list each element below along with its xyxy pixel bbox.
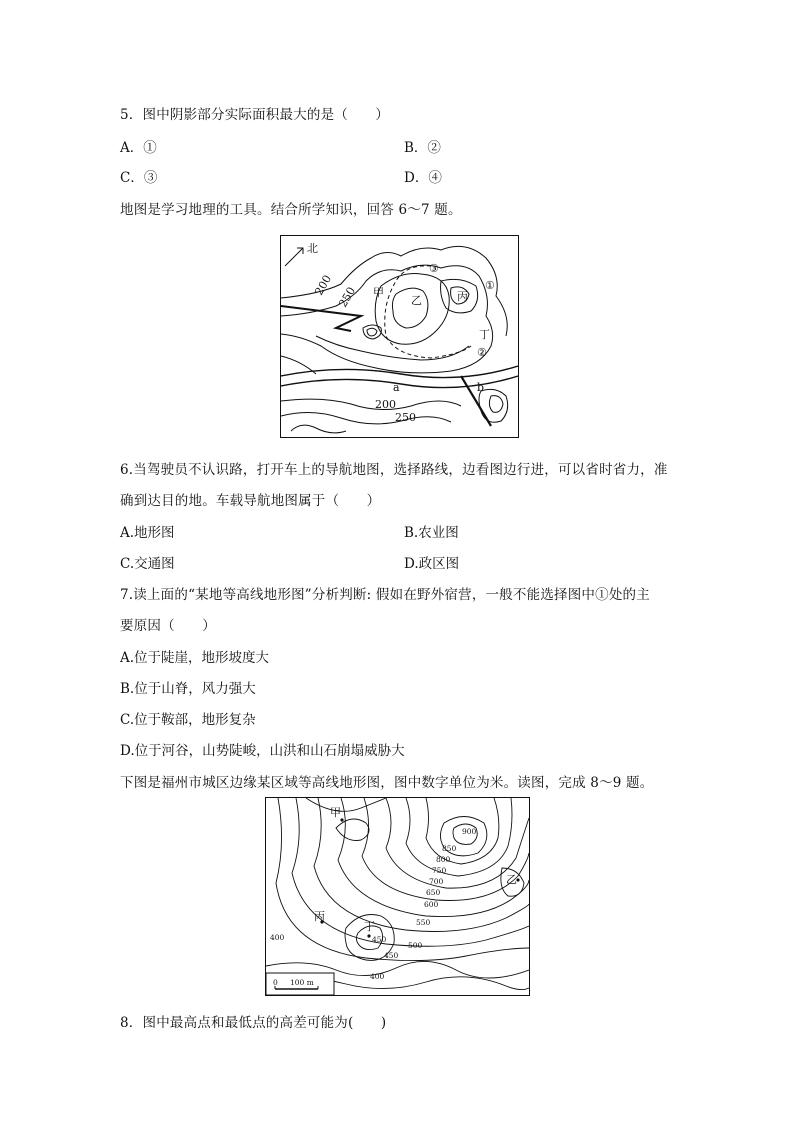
contour-map-2-drawing (266, 798, 529, 995)
contour-400-left: 400 (270, 933, 285, 942)
q6-stem-line1: 6.当驾驶员不认识路，打开车上的导航地图，选择路线，边看图边行进，可以省时省力，准 (120, 462, 668, 478)
q8-stem: 8．图中最高点和最低点的高差可能为( ) (120, 1015, 387, 1031)
place-jia-2: 甲 (330, 806, 341, 819)
q7-option-b: B.位于山脊，风力强大 (120, 681, 256, 697)
river-a-label: a (393, 381, 400, 394)
contour-600: 600 (424, 900, 439, 909)
contour-450-inner: 450 (372, 935, 387, 944)
river-b-label: b (477, 381, 485, 394)
intro-8-9: 下图是福州市城区边缘某区域等高线地形图，图中数字单位为米。读图，完成 8～9 题。 (120, 775, 654, 791)
contour-500: 500 (408, 941, 423, 950)
contour-700: 700 (429, 877, 444, 886)
contour-label-250: 250 (336, 284, 359, 310)
contour-label-250-lower: 250 (395, 411, 416, 424)
marker-2: ② (477, 346, 487, 359)
contour-800: 800 (436, 855, 451, 864)
contour-map-1-drawing (281, 236, 518, 437)
point-ding (367, 934, 370, 937)
contour-400: 400 (370, 972, 385, 981)
contour-550: 550 (416, 918, 431, 927)
contour-450: 450 (384, 951, 399, 960)
marker-3: ③ (429, 262, 439, 275)
place-ding-2: 丁 (364, 920, 375, 933)
contour-map-2 (265, 797, 530, 996)
place-ding: 丁 (479, 328, 490, 341)
q7-stem-line1: 7.读上面的“某地等高线地形图”分析判断: 假如在野外宿营，一般不能选择图中①处的主 (120, 587, 650, 603)
intro-6-7: 地图是学习地理的工具。结合所学知识，回答 6～7 题。 (120, 202, 462, 218)
q5-option-b: B．② (404, 140, 441, 156)
q5-option-d: D．④ (404, 170, 442, 186)
contour-label-200-lower: 200 (375, 398, 396, 411)
q5-option-a: A．① (120, 140, 157, 156)
contour-850: 850 (442, 844, 457, 853)
q7-option-d: D.位于河谷，山势陡峻，山洪和山石崩塌威胁大 (120, 743, 405, 759)
q6-option-a: A.地形图 (120, 525, 175, 541)
q6-option-c: C.交通图 (120, 556, 175, 572)
q6-stem-line2: 确到达目的地。车载导航地图属于（ ） (120, 493, 381, 509)
place-yi-2: 乙 (506, 873, 517, 886)
place-yi: 乙 (411, 294, 422, 307)
contour-label-200: 200 (312, 272, 335, 298)
place-bing-2: 丙 (314, 910, 325, 923)
q5-option-c: C．③ (120, 170, 158, 186)
contour-map-1 (280, 235, 519, 438)
contour-650: 650 (426, 888, 441, 897)
marker-1: ① (485, 279, 495, 292)
place-jia: 甲 (373, 286, 384, 299)
place-bing: 丙 (457, 290, 468, 303)
q6-option-b: B.农业图 (404, 525, 459, 541)
contour-750: 750 (432, 866, 447, 875)
q6-option-d: D.政区图 (404, 556, 460, 572)
q7-option-c: C.位于鞍部，地形复杂 (120, 712, 256, 728)
q7-stem-line2: 要原因（ ） (120, 618, 216, 634)
q7-option-a: A.位于陡崖，地形坡度大 (120, 650, 270, 666)
scale-zero: 0 (273, 978, 278, 987)
north-arrow-icon (285, 248, 303, 266)
contour-900: 900 (462, 827, 477, 836)
scale-length: 100 m (290, 978, 314, 987)
north-label: 北 (307, 242, 318, 255)
q5-stem: 5．图中阴影部分实际面积最大的是（ ） (120, 107, 390, 123)
